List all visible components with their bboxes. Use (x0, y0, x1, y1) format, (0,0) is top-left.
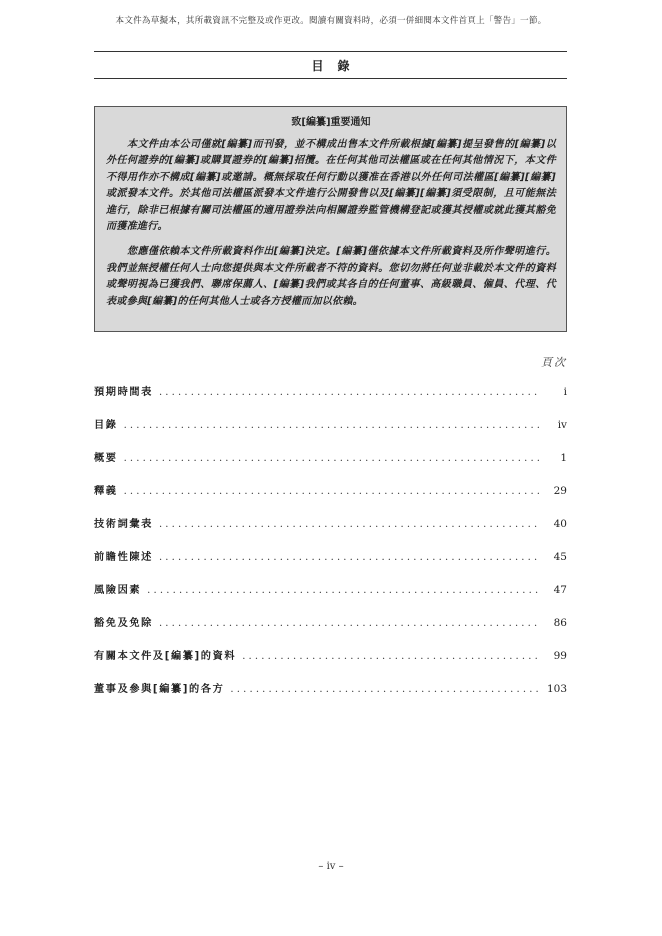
toc-entry-page: 103 (546, 683, 567, 695)
toc-entry-label: 目錄 (94, 420, 118, 431)
notice-paragraph-2: 您應僅依賴本文件所載資料作出[編纂]決定。[編纂]僅依據本文件所載資料及所作聲明進行。我們並無授權任何人士向您提供與本文件所載者不符的資料。您切勿將任何並非載於本文件的資料或聲明視為已獲我們、聯席保薦人、[編纂]我們或其各自的任何董事、高級職員、僱員、代理、代表或參與[編纂]的任何其他人士或各方授權而加以依賴。 (106, 246, 556, 307)
toc-entry-page: 86 (553, 617, 567, 629)
toc-entry[interactable] (94, 581, 567, 614)
toc-entry-page: i (563, 386, 567, 398)
toc-entry-label: 概要 (94, 453, 118, 464)
toc-entry-label: 釋義 (94, 486, 118, 497)
toc-entry-label: 豁免及免除 (94, 618, 153, 629)
page-column-heading: 頁次 (541, 356, 567, 369)
toc-leader-dots (242, 651, 539, 662)
page-title: 目錄 (311, 58, 364, 73)
toc-entry[interactable] (94, 614, 567, 647)
toc-entry[interactable] (94, 680, 567, 713)
notice-paragraph-1: 本文件由本公司僅就[編纂]而刊發，並不構成出售本文件所載根據[編纂]提呈發售的[編纂]以外任何證券的[編纂]或購買證券的[編纂]招攬。在任何其他司法權區或在任何其他情況下，本文件不得用作亦不構成[編纂]或邀請。概無採取任何行動以獲准在香港以外任何司法權區[編纂][編纂]或派發本文件。於其他司法權區派發本文件進行公開發售以及[編纂][編纂]須受限制，且可能無法進行，除非已根據有關司法權區的適用證券法向相關證券監管機構登記或獲其授權或就此獲其豁免而獲准進行。 (106, 139, 556, 233)
toc-entry-label: 風險因素 (94, 585, 142, 596)
toc-entry-page: 45 (553, 551, 567, 563)
toc-entry-page: 29 (553, 485, 567, 497)
toc-entry[interactable] (94, 416, 567, 449)
important-notice-box (94, 106, 567, 332)
notice-title: 致[編纂]重要通知 (291, 117, 371, 128)
toc-leader-dots (124, 486, 539, 497)
toc-entry-label: 有關本文件及[編纂]的資料 (94, 651, 237, 662)
toc-entry[interactable] (94, 548, 567, 581)
toc-entry-page: 99 (553, 650, 567, 662)
toc-leader-dots (159, 519, 539, 530)
toc-entry-label: 技術詞彙表 (94, 519, 153, 530)
toc-entry-label: 前瞻性陳述 (94, 552, 153, 563)
toc-leader-dots (124, 453, 539, 464)
toc-entry[interactable] (94, 647, 567, 680)
toc-entry-page: 40 (553, 518, 567, 530)
draft-disclaimer: 本文件為草擬本，其所載資訊不完整及或作更改。閱讀有關資料時，必須一併細閱本文件首頁上「警告」一節。 (115, 16, 547, 26)
page-number: – iv – (318, 861, 344, 872)
toc-leader-dots (159, 387, 539, 398)
toc-entry-page: 1 (560, 452, 567, 464)
toc-entry[interactable] (94, 383, 567, 416)
toc-entry-label: 預期時間表 (94, 387, 153, 398)
page-title-band (94, 51, 567, 79)
toc-entry[interactable] (94, 515, 567, 548)
toc-leader-dots (159, 618, 539, 629)
toc-leader-dots (230, 684, 539, 695)
toc-entry[interactable] (94, 449, 567, 482)
toc-leader-dots (147, 585, 539, 596)
toc-leader-dots (124, 420, 539, 431)
toc-entry-page: 47 (553, 584, 567, 596)
toc-entry[interactable] (94, 482, 567, 515)
toc-leader-dots (159, 552, 539, 563)
table-of-contents (94, 383, 567, 713)
toc-entry-label: 董事及參與[編纂]的各方 (94, 684, 225, 695)
toc-entry-page: iv (557, 419, 567, 431)
